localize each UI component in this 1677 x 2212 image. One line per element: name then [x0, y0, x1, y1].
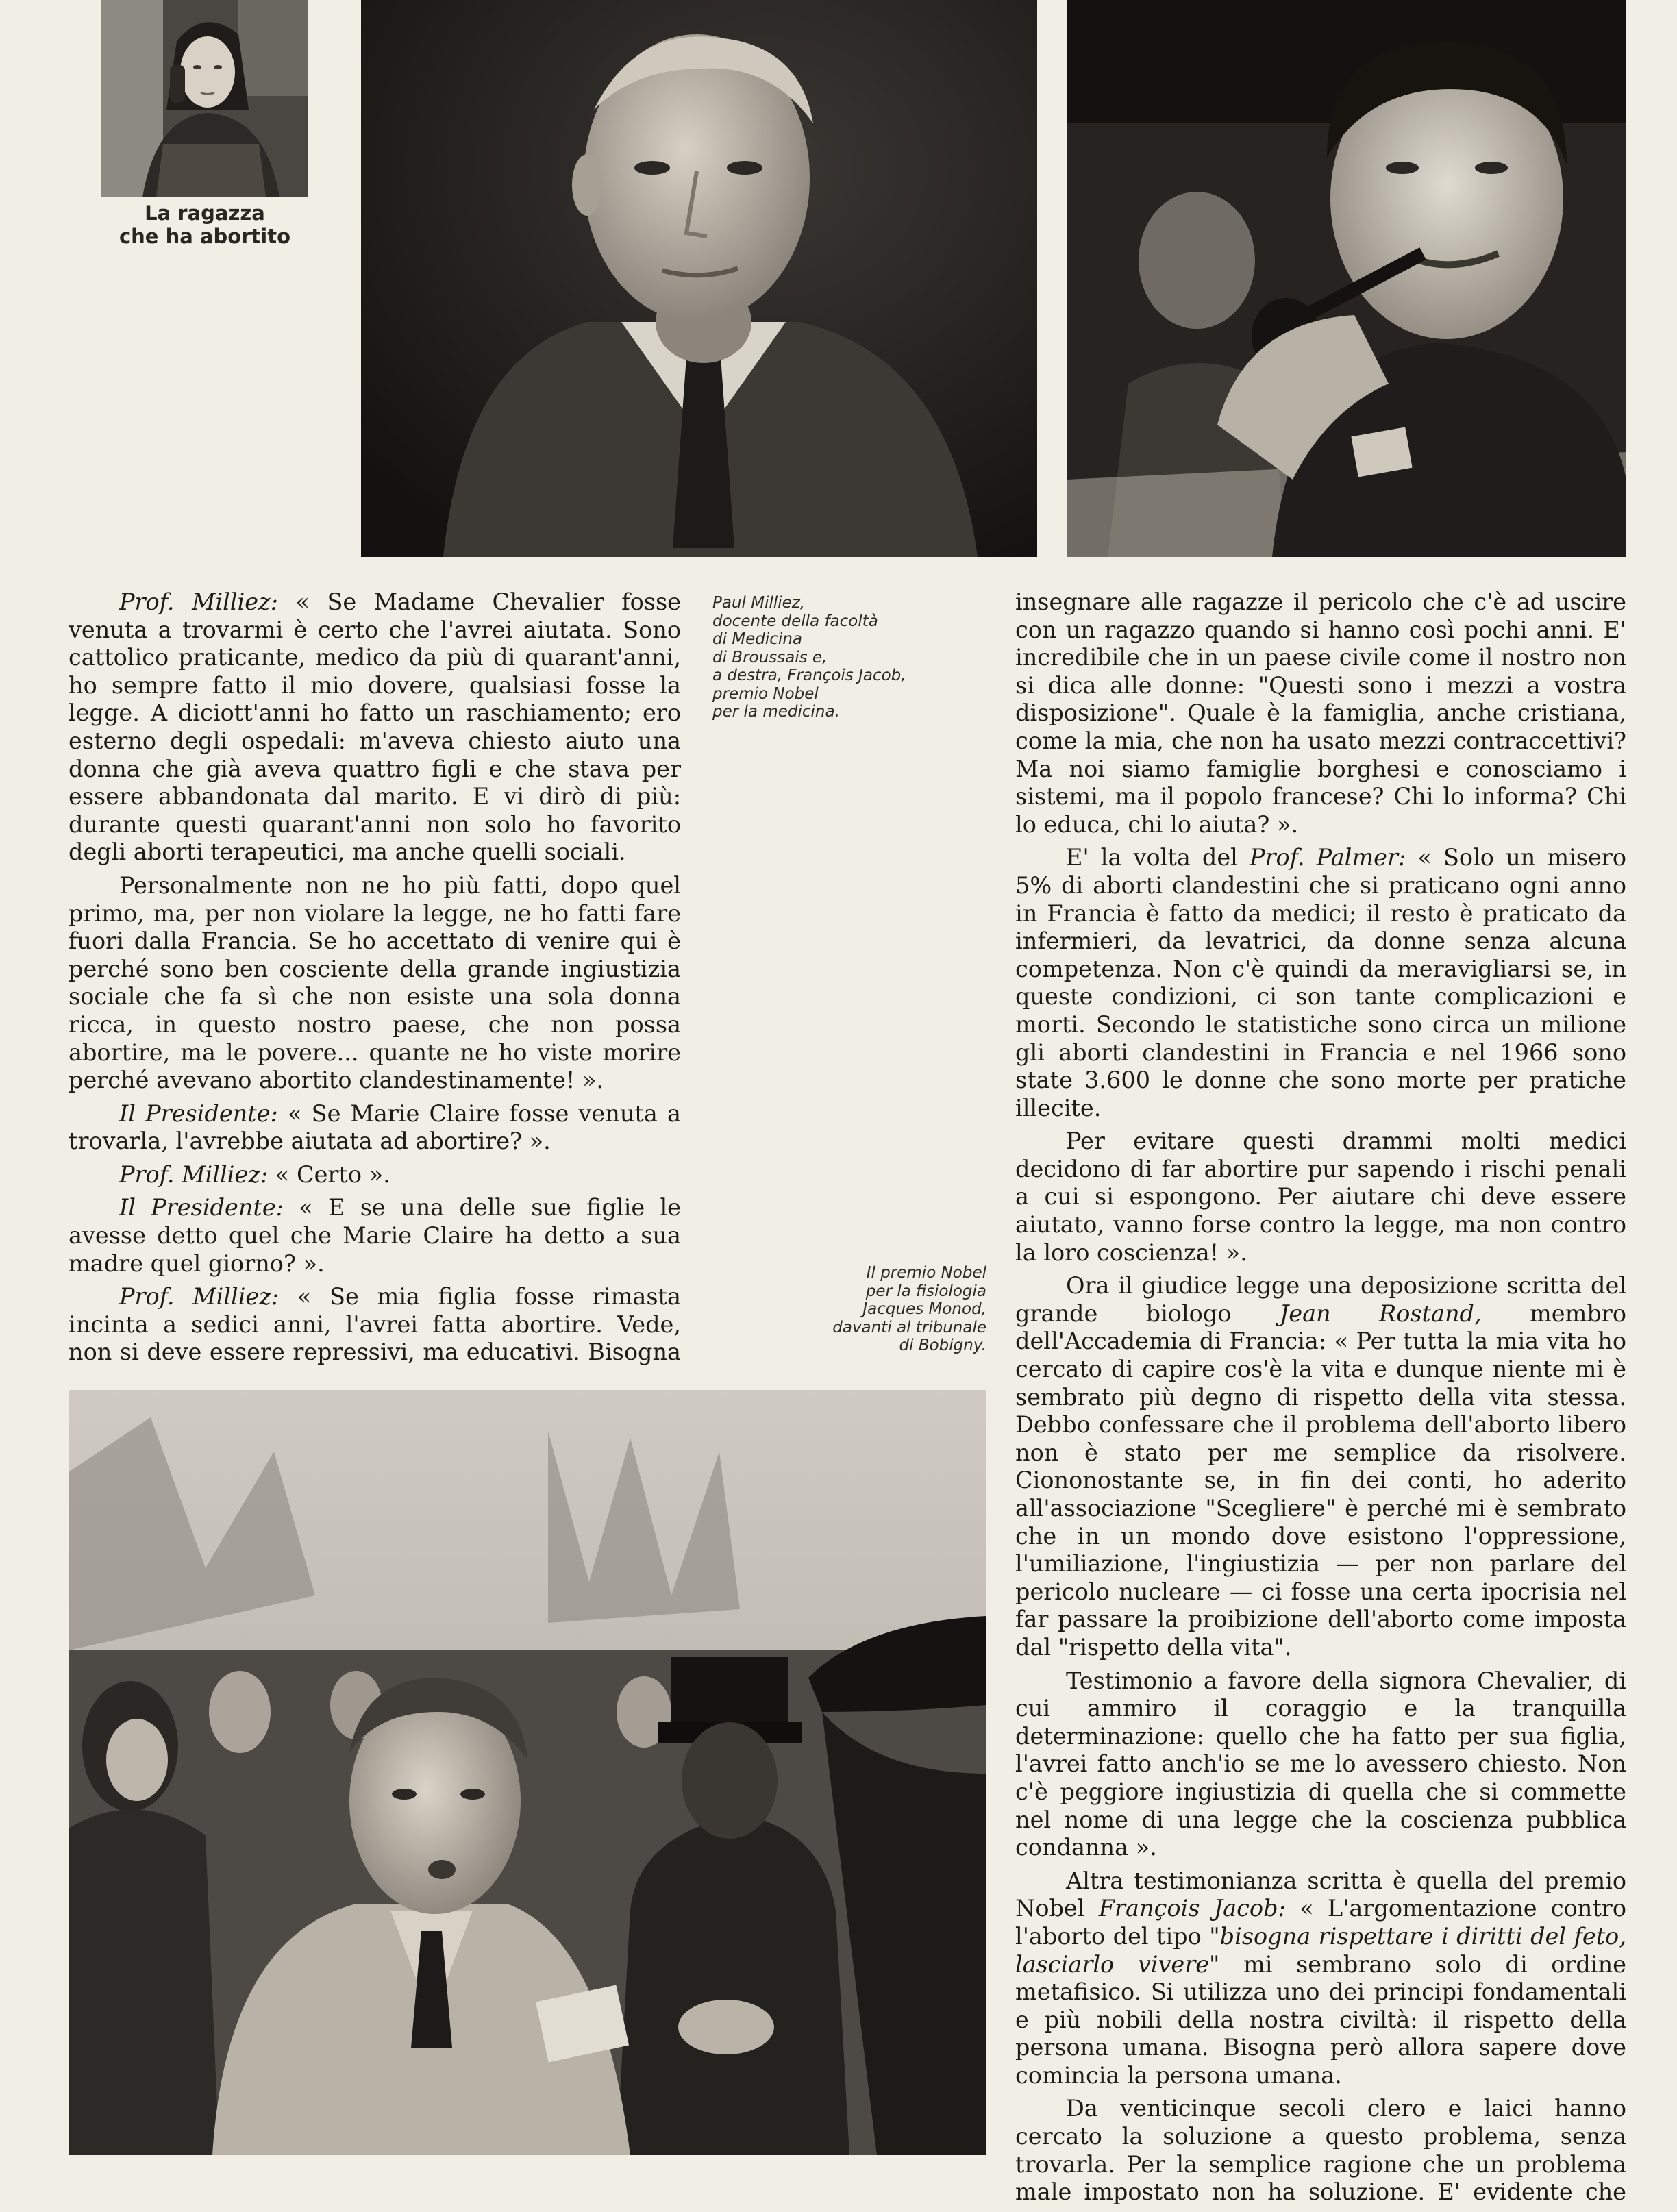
girl-caption-line: La ragazza	[145, 201, 265, 225]
paragraph	[1015, 1867, 1626, 2090]
paragraph-text: « Se mia figlia fosse rimasta incinta a sedici anni, l'avrei fatta abortire. Vede, non si deve essere repressivi, ma educativi. Bisogna	[69, 1283, 681, 1366]
caption-line: di Bobigny.	[899, 1337, 986, 1354]
caption-line: per la fisiologia	[865, 1282, 986, 1300]
caption-line: di Broussais e,	[712, 648, 828, 667]
caption-line: Il premio Nobel	[866, 1264, 986, 1282]
paragraph-text: Testimonio a favore della signora Chevalier, di cui ammiro il coraggio e la tranquilla determinazione: quello che ha fatto per sua figlia, l'avrei fatto anch'io se me lo avessero chiesto. Non c'è peggiore ingiustizia di quella che si commette nel nome di una legge che la coscienza pubblica condanna ».	[1015, 1667, 1626, 1861]
speaker: Prof. Palmer:	[1249, 844, 1406, 871]
paragraph-text: membro dell'Accademia di Francia: « Per tutta la mia vita ho cercato di capire cos'è la vita e dunque niente mi è sembrato più degno di rispetto della vita stessa. Debbo confessare che il problema dell'aborto libero non è stato per me semplice da risolvere. Ciononostante se, in fin dei conti, ho aderito all'associazione "Scegliere" è perché mi è sembrato che in un mondo dove esistono l'oppressione, l'umiliazione, l'ingiustizia — per non parlare del pericolo nucleare — ci fosse una certa ipocrisia nel far passare la proibizione dell'aborto come imposta dal "rispetto della vita".	[1015, 1300, 1626, 1661]
paragraph	[69, 1100, 681, 1156]
speaker: Il Presidente:	[119, 1099, 278, 1127]
milliez-jacob-caption	[712, 594, 973, 721]
paragraph-text: insegnare alle ragazze il pericolo che c'è ad uscire con un ragazzo quando si hanno così pochi anni. E' incredibile che in un paese civile come il nostro non si dica alle donne: "Questi sono i mezzi a vostra disposizione". Quale è la famiglia, anche cristiana, come la mia, che non ha usato mezzi contraccettivi? Ma noi siamo famiglie borghesi e conosciamo i sistemi, ma il popolo francese? Chi lo informa? Chi lo educa, chi lo aiuta? ».	[1015, 588, 1626, 838]
paragraph-text: « Se Marie Claire fosse venuta a trovarla, l'avrebbe aiutata ad abortire? ».	[69, 1099, 681, 1155]
milliez-photo	[361, 0, 1037, 557]
paragraph	[69, 872, 681, 1095]
paragraph	[69, 1194, 681, 1278]
speaker: Prof. Milliez:	[119, 1160, 269, 1188]
paragraph	[69, 588, 681, 867]
quote: "bisogna rispettare i diritti del feto, lasciarlo vivere"	[1015, 1922, 1627, 1978]
monod-photo	[69, 1390, 986, 2155]
caption-line: a destra, François Jacob,	[712, 667, 906, 684]
speaker: Il Presidente:	[119, 1194, 284, 1221]
paragraph-text: mi sembrano solo di ordine metafisico. Si utilizza uno dei principi fondamentali e più nobili della nostra civiltà: il rispetto della persona umana. Bisogna però allora sapere dove comincia la persona umana.	[1015, 1950, 1626, 2089]
paragraph-text: Per evitare questi drammi molti medici decidono di far abortire pur sapendo i rischi penali a cui si espongono. Per aiutare chi deve essere aiutato, vanno forse contro la legge, ma non contro la loro coscienza! ».	[1015, 1128, 1626, 1266]
caption-line: docente della facoltà	[712, 612, 878, 630]
paragraph	[69, 1283, 681, 1367]
girl-caption-line: che ha abortito	[119, 225, 291, 248]
paragraph	[1015, 1272, 1626, 1661]
milliez-photo-image	[361, 0, 1037, 557]
paragraph	[1015, 844, 1626, 1122]
paragraph-text: Personalmente non ne ho più fatti, dopo quel primo, ma, per non violare la legge, ne ho fatti fare fuori dalla Francia. Se ho accettato di venire qui è perché sono ben cosciente della grande ingiustizia sociale che fa sì che non esiste una sola donna ricca, in questo nostro paese, che non possa abortire, ma le povere... quante ne ho viste morire perché avevano abortito clandestinamente! ».	[69, 871, 681, 1094]
paragraph-text: « Certo ».	[268, 1160, 390, 1188]
caption-line: Paul Milliez,	[712, 594, 806, 612]
caption-line: davanti al tribunale	[832, 1318, 986, 1337]
monod-caption	[740, 1264, 986, 1355]
paragraph-text: Ora il giudice legge una deposizione scritta del grande biologo	[1015, 1272, 1626, 1327]
paragraph-text: « E se una delle sue figlie le avesse detto quel che Marie Claire ha detto a sua madre quel giorno? ».	[69, 1194, 681, 1277]
paragraph	[1015, 1667, 1626, 1862]
caption-line: premio Nobel	[712, 684, 819, 703]
speaker: Prof. Milliez:	[119, 588, 278, 615]
right-column	[1015, 588, 1626, 2212]
caption-line: Jacques Monod,	[862, 1300, 986, 1318]
caption-line: per la medicina.	[712, 703, 840, 721]
girl-caption	[101, 201, 308, 248]
paragraph	[1015, 2095, 1626, 2206]
monod-photo-image	[69, 1390, 986, 2155]
paragraph-text: Da venticinque secoli clero e laici hanno cercato la soluzione a questo problema, senza trovarla. Per la semplice ragione che un problema male impostato non ha soluzione. E' evidente che	[1015, 2095, 1626, 2206]
name: Jean Rostand,	[1279, 1300, 1482, 1327]
paragraph	[1015, 588, 1626, 838]
caption-line: di Medicina	[712, 630, 802, 648]
girl-photo	[101, 0, 308, 197]
paragraph	[69, 1161, 681, 1189]
paragraph-text: « Solo un misero 5% di aborti clandestini che si praticano ogni anno in Francia è fatto da medici; il resto è praticato da infermieri, da levatrici, da donne senza alcuna competenza. Non c'è quindi da meravigliarsi se, in queste condizioni, ci son tante complicazioni e morti. Secondo le statistiche sono circa un milione gli aborti clandestini in Francia e nel 1966 sono state 3.600 le donne che sono morte per pratiche illecite.	[1015, 844, 1627, 1121]
left-column	[69, 588, 681, 1372]
paragraph	[1015, 1128, 1626, 1267]
paragraph-text: E' la volta del	[1066, 844, 1250, 871]
jacob-photo-image	[1067, 0, 1626, 557]
jacob-photo	[1067, 0, 1626, 557]
paragraph-text: Altra testimonianza scritta è quella del premio Nobel	[1015, 1867, 1626, 1922]
paragraph-text: « Se Madame Chevalier fosse venuta a trovarmi è certo che l'avrei aiutata. Sono cattolico praticante, medico da più di quarant'anni, ho sempre fatto il mio dovere, qualsiasi fosse la legge. A diciott'anni ho fatto un raschiamento; ero esterno degli ospedali: m'aveva chiesto aiuto una donna che già aveva quattro figli e che stava per essere abbandonata dal marito. E vi dirò di più: durante questi quarant'anni non solo ho favorito degli aborti terapeutici, ma anche quelli sociali.	[69, 588, 681, 866]
girl-photo-image	[101, 0, 308, 197]
speaker: Prof. Milliez:	[119, 1283, 280, 1310]
paragraph-text: « L'argomentazione contro l'aborto del tipo	[1015, 1895, 1626, 1950]
name: François Jacob:	[1098, 1895, 1286, 1922]
